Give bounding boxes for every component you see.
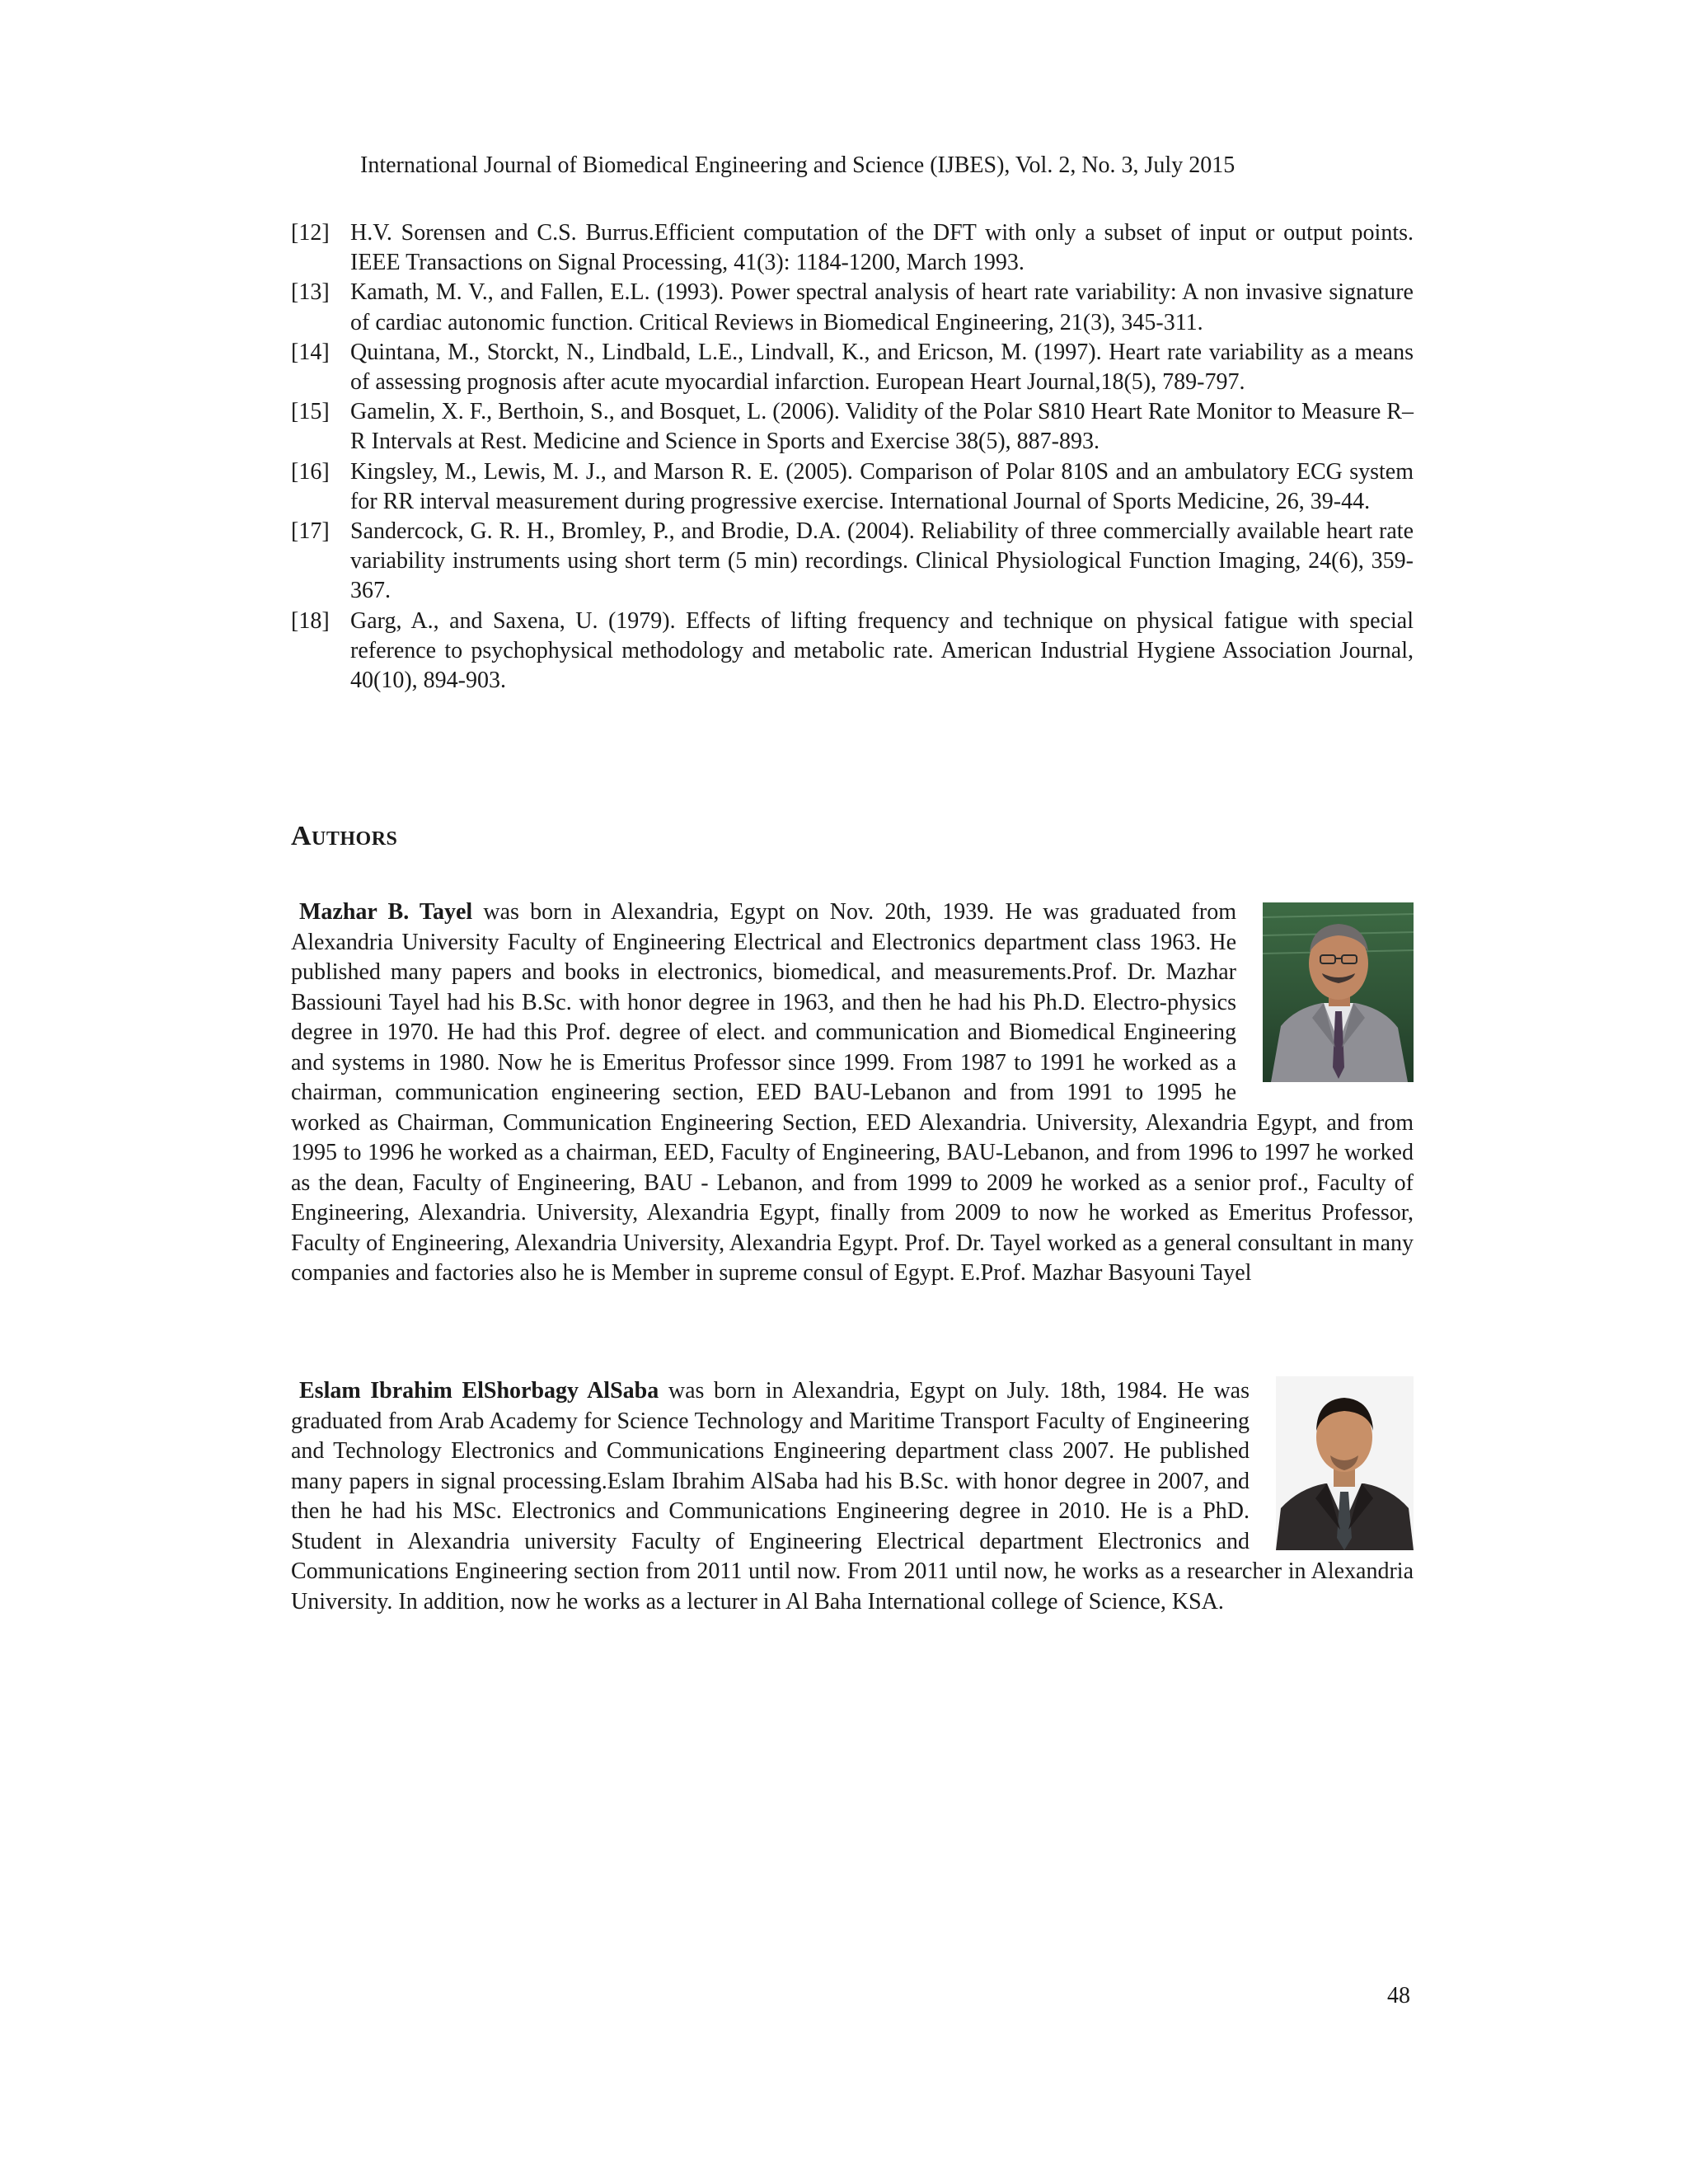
reference-item (291, 218, 1414, 278)
author-photo (1276, 1376, 1414, 1550)
reference-text: Garg, A., and Saxena, U. (1979). Effects of lifting frequency and technique on physical fatigue with special reference to psychophysical methodology and metabolic rate. American Industrial Hygiene Association Journal, 40(10), 894-903. (350, 607, 1414, 694)
author-bio (291, 898, 1414, 1289)
page-number: 48 (1387, 1983, 1410, 2008)
running-header: International Journal of Biomedical Engineering and Science (IJBES), Vol. 2, No. 3, July 2015 (360, 152, 1236, 178)
reference-list (291, 218, 1414, 696)
author-bio (291, 1376, 1414, 1617)
reference-item (291, 397, 1414, 457)
reference-item (291, 457, 1414, 517)
reference-item (291, 338, 1414, 397)
reference-text: H.V. Sorensen and C.S. Burrus.Efficient computation of the DFT with only a subset of input or output points. IEEE Transactions on Signal Processing, 41(3): 1184-1200, March 1993. (350, 220, 1414, 276)
reference-item (291, 278, 1414, 337)
reference-number: [13] (291, 279, 330, 306)
author-bio-text: was born in Alexandria, Egypt on July. 18th, 1984. He was graduated from Arab Academy for Science Technology and Maritime Transport Faculty of Engineering and Technology Electronics and Communications Engineering department class 2007. He published many papers in signal processing.Eslam Ibrahim AlSaba had his B.Sc. with honor degree in 2007, and then he had his MSc. Electronics and Communications Engineering degree in 2010. He is a PhD. Student in Alexandria university Faculty of Engineering Electrical department Electronics and Communications Engineering section from 2011 until now. From 2011 until now, he works as a researcher in Alexandria University. In addition, now he works as a lecturer in Al Baha International college of Science, KSA. (291, 1378, 1414, 1615)
reference-number: [12] (291, 220, 330, 246)
reference-item (291, 517, 1414, 607)
author-name: Eslam Ibrahim ElShorbagy AlSaba (299, 1378, 659, 1404)
author-name: Mazhar B. Tayel (299, 899, 473, 925)
author-photo (1263, 902, 1414, 1082)
reference-number: [16] (291, 458, 330, 485)
reference-number: [18] (291, 607, 330, 634)
authors-heading: Authors (291, 821, 398, 851)
reference-text: Sandercock, G. R. H., Bromley, P., and Brodie, D.A. (2004). Reliability of three commercially available heart rate variability instruments using short term (5 min) recordings. Clinical Physiological Function Imaging, 24(6), 359-367. (350, 518, 1414, 604)
reference-item (291, 607, 1414, 696)
reference-number: [17] (291, 518, 330, 545)
author-bio-text: was born in Alexandria, Egypt on Nov. 20th, 1939. He was graduated from Alexandria University Faculty of Engineering Electrical and Electronics department class 1963. He published many papers and books in electronics, biomedical, and measurements.Prof. Dr. Mazhar Bassiouni Tayel had his B.Sc. with honor degree in 1963, and then he had his Ph.D. Electro-physics degree in 1970. He had this Prof. degree of elect. and communication and Biomedical Engineering and systems in 1980. Now he is Emeritus Professor since 1999. From 1987 to 1991 he worked as a chairman, communication engineering section, EED BAU-Lebanon and from 1991 to 1995 he worked as Chairman, Communication Engineering Section, EED Alexandria. University, Alexandria Egypt, and from 1995 to 1996 he worked as a chairman, EED, Faculty of Engineering, BAU-Lebanon, and from 1996 to 1997 he worked as the dean, Faculty of Engineering, BAU - Lebanon, and from 1999 to 2009 he worked as a senior prof., Faculty of Engineering, Alexandria. University, Alexandria Egypt, finally from 2009 to now he worked as Emeritus Professor, Faculty of Engineering, Alexandria University, Alexandria Egypt. Prof. Dr. Tayel worked as a general consultant in many companies and factories also he is Member in supreme consul of Egypt. E.Prof. Mazhar Basyouni Tayel (291, 899, 1414, 1286)
reference-text: Kamath, M. V., and Fallen, E.L. (1993). Power spectral analysis of heart rate variability: A non invasive signature of cardiac autonomic function. Critical Reviews in Biomedical Engineering, 21(3), 345-311. (350, 279, 1414, 335)
reference-number: [15] (291, 399, 330, 425)
reference-text: Quintana, M., Storckt, N., Lindbald, L.E., Lindvall, K., and Ericson, M. (1997). Heart rate variability as a means of assessing prognosis after acute myocardial infarction. European Heart Journal,18(5), 789-797. (350, 339, 1414, 396)
reference-text: Kingsley, M., Lewis, M. J., and Marson R. E. (2005). Comparison of Polar 810S and an ambulatory ECG system for RR interval measurement during progressive exercise. International Journal of Sports Medicine, 26, 39-44. (350, 458, 1414, 514)
reference-text: Gamelin, X. F., Berthoin, S., and Bosquet, L. (2006). Validity of the Polar S810 Heart Rate Monitor to Measure R–R Intervals at Rest. Medicine and Science in Sports and Exercise 38(5), 887-893. (350, 399, 1414, 455)
reference-number: [14] (291, 339, 330, 365)
